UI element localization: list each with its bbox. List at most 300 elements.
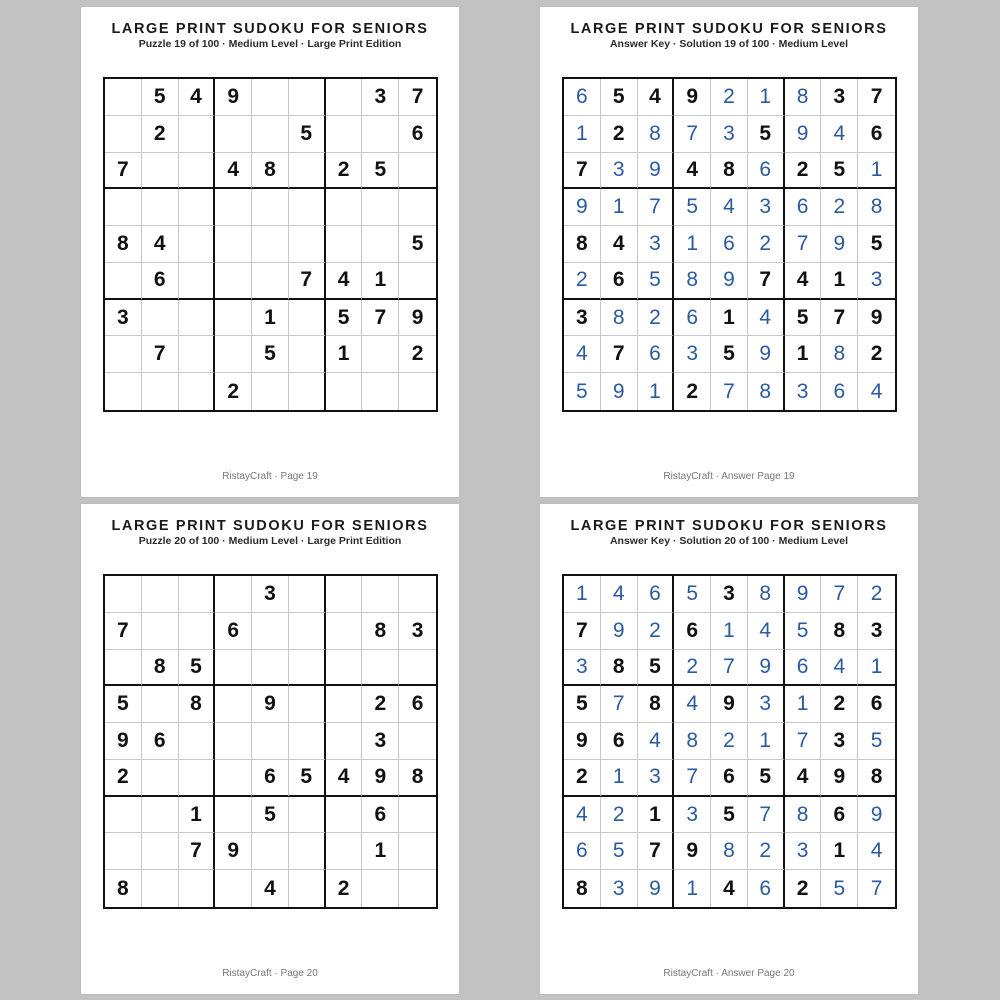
sudoku-cell-r4c5: 9 — [252, 686, 289, 723]
sudoku-cell-r2c7 — [326, 613, 363, 650]
sudoku-cell-r6c6: 5 — [289, 760, 326, 797]
page-footer: RistayCraft · Page 20 — [222, 968, 318, 979]
sudoku-cell-r4c4 — [215, 189, 252, 226]
sudoku-cell-r2c2 — [142, 613, 179, 650]
sudoku-cell-r5c8: 3 — [821, 723, 858, 760]
sudoku-cell-r9c3 — [179, 373, 216, 410]
sudoku-cell-r1c5: 3 — [711, 576, 748, 613]
sudoku-cell-r9c4: 2 — [215, 373, 252, 410]
sudoku-cell-r6c6: 7 — [289, 263, 326, 300]
sudoku-cell-r5c2: 6 — [601, 723, 638, 760]
sudoku-cell-r8c3: 7 — [179, 833, 216, 870]
sudoku-cell-r9c6: 6 — [748, 870, 785, 907]
sudoku-cell-r4c1: 9 — [564, 189, 601, 226]
sudoku-cell-r7c2 — [142, 300, 179, 337]
sudoku-cell-r4c2: 1 — [601, 189, 638, 226]
sudoku-cell-r9c3: 9 — [638, 870, 675, 907]
sudoku-cell-r9c6 — [289, 870, 326, 907]
sudoku-grid — [103, 574, 438, 909]
sudoku-cell-r4c1: 5 — [105, 686, 142, 723]
sudoku-cell-r4c7: 6 — [785, 189, 822, 226]
sudoku-cell-r6c5: 6 — [252, 760, 289, 797]
sudoku-cell-r3c1: 7 — [105, 153, 142, 190]
sudoku-cell-r6c3 — [179, 760, 216, 797]
sudoku-cell-r6c9: 8 — [399, 760, 436, 797]
sudoku-cell-r8c3: 6 — [638, 336, 675, 373]
sudoku-cell-r1c7 — [326, 576, 363, 613]
sudoku-cell-r6c2: 6 — [601, 263, 638, 300]
sudoku-cell-r1c2: 5 — [142, 79, 179, 116]
sudoku-cell-r1c6 — [289, 79, 326, 116]
sudoku-cell-r9c2: 3 — [601, 870, 638, 907]
sudoku-cell-r9c7: 2 — [785, 870, 822, 907]
sudoku-cell-r5c9: 5 — [858, 723, 895, 760]
sudoku-cell-r8c7: 1 — [785, 336, 822, 373]
sudoku-cell-r7c7: 5 — [326, 300, 363, 337]
sudoku-cell-r1c9: 7 — [858, 79, 895, 116]
sudoku-cell-r7c4 — [215, 797, 252, 834]
sudoku-cell-r3c7: 2 — [785, 153, 822, 190]
sudoku-cell-r4c5 — [252, 189, 289, 226]
sudoku-cell-r7c3: 1 — [179, 797, 216, 834]
sudoku-cell-r9c7: 2 — [326, 870, 363, 907]
sudoku-cell-r8c7: 3 — [785, 833, 822, 870]
sudoku-cell-r7c2: 8 — [601, 300, 638, 337]
sudoku-cell-r6c6: 5 — [748, 760, 785, 797]
sudoku-cell-r6c1: 2 — [564, 760, 601, 797]
sudoku-cell-r4c6 — [289, 686, 326, 723]
sudoku-cell-r7c4: 3 — [674, 797, 711, 834]
sudoku-cell-r5c3 — [179, 226, 216, 263]
sudoku-cell-r7c7: 5 — [785, 300, 822, 337]
sudoku-cell-r3c3: 5 — [638, 650, 675, 687]
sudoku-cell-r2c4: 7 — [674, 116, 711, 153]
sudoku-cell-r6c7: 4 — [326, 760, 363, 797]
sudoku-cell-r8c1: 6 — [564, 833, 601, 870]
sudoku-cell-r3c6 — [289, 153, 326, 190]
sudoku-cell-r4c9: 6 — [399, 686, 436, 723]
sudoku-cell-r4c4 — [215, 686, 252, 723]
sudoku-cell-r2c3 — [179, 613, 216, 650]
sudoku-cell-r2c1 — [105, 116, 142, 153]
sudoku-cell-r5c3 — [179, 723, 216, 760]
sudoku-cell-r2c2: 2 — [601, 116, 638, 153]
sudoku-cell-r2c8: 4 — [821, 116, 858, 153]
sudoku-cell-r6c5 — [252, 263, 289, 300]
sudoku-cell-r9c5: 7 — [711, 373, 748, 410]
sudoku-cell-r2c2: 2 — [142, 116, 179, 153]
sudoku-cell-r2c9: 3 — [858, 613, 895, 650]
sudoku-cell-r1c3: 4 — [179, 79, 216, 116]
sudoku-cell-r8c6: 2 — [748, 833, 785, 870]
sudoku-cell-r1c4: 9 — [215, 79, 252, 116]
sudoku-cell-r6c8: 1 — [821, 263, 858, 300]
sudoku-cell-r9c9: 4 — [870, 379, 883, 403]
sudoku-cell-r2c4 — [215, 116, 252, 153]
sudoku-cell-r8c1 — [105, 336, 142, 373]
sudoku-cell-r1c1 — [105, 79, 142, 116]
answer-page-19 — [540, 7, 918, 497]
sudoku-cell-r9c1: 8 — [105, 870, 142, 907]
sudoku-cell-r3c2 — [142, 153, 179, 190]
sudoku-cell-r6c4: 7 — [674, 760, 711, 797]
sudoku-cell-r4c7: 1 — [785, 686, 822, 723]
sudoku-cell-r8c1 — [105, 833, 142, 870]
sudoku-cell-r2c6: 5 — [289, 116, 326, 153]
sudoku-cell-r3c3 — [179, 153, 216, 190]
page-title: LARGE PRINT SUDOKU FOR SENIORS — [570, 518, 888, 534]
sudoku-cell-r3c8 — [362, 650, 399, 687]
sudoku-cell-r6c8: 9 — [821, 760, 858, 797]
sudoku-cell-r5c6 — [289, 723, 326, 760]
sudoku-cell-r5c5 — [252, 723, 289, 760]
page-footer: RistayCraft · Answer Page 19 — [663, 471, 795, 482]
sudoku-cell-r3c4: 2 — [674, 650, 711, 687]
sudoku-cell-r1c9: 7 — [399, 79, 436, 116]
sudoku-cell-r6c4 — [215, 760, 252, 797]
sudoku-cell-r9c5 — [252, 373, 289, 410]
sudoku-cell-r8c9: 2 — [399, 336, 436, 373]
sudoku-cell-r4c6 — [289, 189, 326, 226]
sudoku-cell-r1c6: 1 — [748, 79, 785, 116]
sudoku-cell-r2c3 — [179, 116, 216, 153]
puzzle-page-20 — [81, 504, 459, 994]
sudoku-cell-r1c5 — [252, 79, 289, 116]
sudoku-cell-r7c8: 6 — [821, 797, 858, 834]
sudoku-cell-r1c4: 9 — [674, 79, 711, 116]
sudoku-cell-r1c3: 4 — [638, 79, 675, 116]
sudoku-cell-r3c1 — [105, 650, 142, 687]
sudoku-cell-r6c1: 2 — [564, 263, 601, 300]
sudoku-cell-r6c2 — [142, 760, 179, 797]
sudoku-cell-r4c7 — [326, 189, 363, 226]
sudoku-cell-r3c5 — [252, 650, 289, 687]
sudoku-cell-r5c5: 2 — [711, 723, 748, 760]
sudoku-cell-r6c7: 4 — [785, 263, 822, 300]
sudoku-cell-r7c5: 5 — [252, 797, 289, 834]
sudoku-cell-r5c5 — [252, 226, 289, 263]
sudoku-cell-r1c2: 4 — [601, 576, 638, 613]
sudoku-cell-r7c2 — [142, 797, 179, 834]
sudoku-cell-r4c8: 2 — [362, 686, 399, 723]
page-footer: RistayCraft · Answer Page 20 — [663, 968, 795, 979]
sudoku-cell-r2c8: 8 — [362, 613, 399, 650]
sudoku-cell-r2c7 — [326, 116, 363, 153]
sudoku-cell-r8c7 — [326, 833, 363, 870]
sudoku-cell-r2c6 — [289, 613, 326, 650]
sudoku-cell-r5c7 — [326, 226, 363, 263]
sudoku-cell-r8c6 — [289, 833, 326, 870]
sudoku-cell-r4c1 — [105, 189, 142, 226]
sudoku-cell-r3c5: 8 — [252, 153, 289, 190]
sudoku-cell-r8c9: 4 — [858, 833, 895, 870]
sudoku-cell-r6c8: 1 — [362, 263, 399, 300]
sudoku-cell-r4c2 — [142, 686, 179, 723]
sudoku-cell-r3c1: 3 — [564, 650, 601, 687]
sudoku-cell-r7c4 — [215, 300, 252, 337]
sudoku-cell-r7c6 — [289, 300, 326, 337]
sudoku-cell-r7c9: 9 — [399, 300, 436, 337]
sudoku-cell-r7c8: 6 — [362, 797, 399, 834]
page-footer: RistayCraft · Page 19 — [222, 471, 318, 482]
sudoku-cell-r6c3 — [179, 263, 216, 300]
sudoku-cell-r2c8: 8 — [821, 613, 858, 650]
sudoku-cell-r1c8: 3 — [821, 79, 858, 116]
sudoku-cell-r1c9: 2 — [858, 576, 895, 613]
sudoku-cell-r8c4: 9 — [215, 833, 252, 870]
sudoku-cell-r1c8 — [362, 576, 399, 613]
sudoku-cell-r9c8 — [362, 373, 399, 410]
sudoku-cell-r7c3: 1 — [638, 797, 675, 834]
sudoku-cell-r5c9 — [399, 723, 436, 760]
sudoku-cell-r9c2 — [142, 870, 179, 907]
sudoku-cell-r1c8: 7 — [821, 576, 858, 613]
sudoku-cell-r1c8: 3 — [362, 79, 399, 116]
sudoku-cell-r5c6: 2 — [748, 226, 785, 263]
sudoku-cell-r7c5: 1 — [252, 300, 289, 337]
sudoku-cell-r4c6: 3 — [748, 189, 785, 226]
sudoku-cell-r7c8: 7 — [362, 300, 399, 337]
sudoku-cell-r3c7 — [326, 650, 363, 687]
sudoku-cell-r8c5: 5 — [711, 336, 748, 373]
sudoku-cell-r4c9: 6 — [858, 686, 895, 723]
sudoku-cell-r3c9 — [399, 153, 436, 190]
sudoku-cell-r8c2 — [142, 833, 179, 870]
sudoku-cell-r9c4: 2 — [674, 373, 711, 410]
sudoku-cell-r5c7: 7 — [785, 723, 822, 760]
sudoku-cell-r8c9: 2 — [858, 336, 895, 373]
sudoku-cell-r6c1: 2 — [105, 760, 142, 797]
sudoku-cell-r3c4 — [215, 650, 252, 687]
sudoku-solution-grid — [562, 77, 897, 412]
sudoku-cell-r2c5 — [252, 116, 289, 153]
sudoku-cell-r1c4: 5 — [674, 576, 711, 613]
sudoku-cell-r5c8 — [362, 226, 399, 263]
page-title: LARGE PRINT SUDOKU FOR SENIORS — [111, 21, 429, 37]
sudoku-cell-r6c4: 8 — [674, 263, 711, 300]
sudoku-cell-r4c6: 3 — [748, 686, 785, 723]
sudoku-cell-r2c6: 4 — [748, 613, 785, 650]
sudoku-cell-r1c7: 8 — [785, 79, 822, 116]
sudoku-cell-r5c5: 6 — [711, 226, 748, 263]
sudoku-cell-r1c5: 3 — [252, 576, 289, 613]
sudoku-cell-r4c2 — [142, 189, 179, 226]
sudoku-cell-r3c7: 2 — [326, 153, 363, 190]
sudoku-cell-r7c8: 7 — [821, 300, 858, 337]
sudoku-cell-r3c9: 1 — [858, 650, 895, 687]
sudoku-cell-r4c3: 8 — [638, 686, 675, 723]
sudoku-cell-r5c9: 5 — [399, 226, 436, 263]
sudoku-cell-r2c1: 1 — [564, 116, 601, 153]
sudoku-cell-r4c2: 7 — [601, 686, 638, 723]
sudoku-cell-r6c6: 7 — [748, 263, 785, 300]
sudoku-cell-r1c9 — [399, 576, 436, 613]
sudoku-cell-r3c8: 5 — [362, 153, 399, 190]
page-title: LARGE PRINT SUDOKU FOR SENIORS — [111, 518, 429, 534]
sudoku-cell-r8c5 — [252, 833, 289, 870]
sudoku-cell-r1c7: 9 — [785, 576, 822, 613]
sudoku-cell-r7c9 — [399, 797, 436, 834]
sudoku-cell-r2c9: 6 — [399, 116, 436, 153]
sudoku-cell-r9c8: 6 — [821, 373, 858, 410]
sudoku-cell-r7c1: 4 — [564, 797, 601, 834]
sudoku-cell-r6c9: 3 — [858, 263, 895, 300]
sudoku-cell-r3c3: 9 — [638, 153, 675, 190]
sudoku-cell-r8c6 — [289, 336, 326, 373]
sudoku-cell-r8c5: 5 — [252, 336, 289, 373]
sudoku-cell-r9c4: 1 — [674, 870, 711, 907]
sudoku-cell-r9c8: 5 — [821, 870, 858, 907]
sudoku-cell-r9c4 — [215, 870, 252, 907]
sudoku-cell-r7c1: 3 — [105, 300, 142, 337]
sudoku-cell-r9c7: 3 — [785, 373, 822, 410]
sudoku-cell-r5c8: 9 — [821, 226, 858, 263]
sudoku-cell-r3c4: 4 — [674, 153, 711, 190]
sudoku-cell-r1c6 — [289, 576, 326, 613]
sudoku-cell-r1c2: 5 — [601, 79, 638, 116]
sudoku-cell-r8c5: 8 — [711, 833, 748, 870]
sudoku-cell-r5c6 — [289, 226, 326, 263]
sudoku-cell-r2c8 — [362, 116, 399, 153]
sudoku-cell-r1c3 — [179, 576, 216, 613]
sudoku-cell-r7c2: 2 — [601, 797, 638, 834]
sudoku-cell-r2c3: 2 — [638, 613, 675, 650]
sudoku-cell-r1c2 — [142, 576, 179, 613]
sudoku-cell-r9c2 — [142, 373, 179, 410]
sudoku-cell-r3c3: 5 — [179, 650, 216, 687]
sudoku-cell-r7c6 — [289, 797, 326, 834]
sudoku-cell-r7c3 — [179, 300, 216, 337]
sudoku-cell-r4c8 — [362, 189, 399, 226]
sudoku-cell-r8c4 — [215, 336, 252, 373]
sudoku-cell-r2c4: 6 — [674, 613, 711, 650]
sudoku-cell-r8c9 — [399, 833, 436, 870]
sudoku-cell-r6c9: 8 — [858, 760, 895, 797]
sudoku-cell-r1c1: 6 — [564, 79, 601, 116]
sudoku-cell-r5c4: 1 — [674, 226, 711, 263]
sudoku-cell-r9c9: 7 — [870, 876, 883, 900]
sudoku-cell-r7c5: 1 — [711, 300, 748, 337]
sudoku-cell-r4c9: 8 — [858, 189, 895, 226]
sudoku-cell-r6c4 — [215, 263, 252, 300]
sudoku-cell-r2c6: 5 — [748, 116, 785, 153]
sudoku-cell-r7c6: 4 — [748, 300, 785, 337]
sudoku-cell-r7c9: 9 — [858, 300, 895, 337]
answer-page-20 — [540, 504, 918, 994]
sudoku-cell-r8c8: 1 — [362, 833, 399, 870]
sudoku-cell-r6c3: 5 — [638, 263, 675, 300]
sudoku-cell-r8c4: 3 — [674, 336, 711, 373]
sudoku-cell-r7c6: 7 — [748, 797, 785, 834]
sudoku-cell-r4c5: 4 — [711, 189, 748, 226]
sudoku-cell-r8c2: 7 — [142, 336, 179, 373]
sudoku-cell-r3c8: 4 — [821, 650, 858, 687]
sudoku-cell-r2c5: 1 — [711, 613, 748, 650]
sudoku-cell-r9c3 — [179, 870, 216, 907]
sudoku-cell-r5c3: 4 — [638, 723, 675, 760]
sudoku-cell-r9c5: 4 — [711, 870, 748, 907]
page-subtitle: Puzzle 20 of 100 · Medium Level · Large Print Edition — [138, 535, 402, 547]
sudoku-cell-r2c9: 6 — [858, 116, 895, 153]
sudoku-cell-r3c7: 6 — [785, 650, 822, 687]
sudoku-cell-r9c2: 9 — [601, 373, 638, 410]
sudoku-cell-r6c7: 4 — [326, 263, 363, 300]
sudoku-cell-r2c3: 8 — [638, 116, 675, 153]
page-subtitle: Answer Key · Solution 20 of 100 · Medium Level — [609, 535, 849, 547]
sudoku-cell-r8c1: 4 — [564, 336, 601, 373]
sudoku-cell-r5c2: 6 — [142, 723, 179, 760]
sudoku-cell-r7c7 — [326, 797, 363, 834]
page-subtitle: Puzzle 19 of 100 · Medium Level · Large Print Edition — [138, 38, 402, 50]
sudoku-cell-r6c5: 6 — [711, 760, 748, 797]
sudoku-cell-r2c4: 6 — [215, 613, 252, 650]
sudoku-cell-r7c1: 3 — [564, 300, 601, 337]
sudoku-cell-r2c2: 9 — [601, 613, 638, 650]
sudoku-cell-r9c5: 4 — [252, 870, 289, 907]
sudoku-cell-r9c1 — [105, 373, 142, 410]
sudoku-cell-r3c6: 6 — [748, 153, 785, 190]
sudoku-cell-r8c3: 7 — [638, 833, 675, 870]
sudoku-cell-r3c6: 9 — [748, 650, 785, 687]
sudoku-cell-r9c1: 5 — [564, 373, 601, 410]
sudoku-cell-r8c6: 9 — [748, 336, 785, 373]
sudoku-cell-r2c5 — [252, 613, 289, 650]
sudoku-cell-r9c6: 8 — [748, 373, 785, 410]
sudoku-cell-r5c2: 4 — [142, 226, 179, 263]
sudoku-cell-r6c8: 9 — [362, 760, 399, 797]
sudoku-cell-r2c7: 9 — [785, 116, 822, 153]
page-title: LARGE PRINT SUDOKU FOR SENIORS — [570, 21, 888, 37]
sudoku-cell-r3c2: 8 — [601, 650, 638, 687]
sudoku-cell-r8c4: 9 — [674, 833, 711, 870]
sudoku-cell-r1c6: 8 — [748, 576, 785, 613]
sudoku-cell-r1c1: 1 — [564, 576, 601, 613]
sudoku-cell-r2c1: 7 — [105, 613, 142, 650]
sudoku-cell-r6c2: 6 — [142, 263, 179, 300]
sudoku-cell-r9c6 — [289, 373, 326, 410]
sudoku-cell-r8c7: 1 — [326, 336, 363, 373]
sudoku-cell-r3c2: 8 — [142, 650, 179, 687]
sudoku-cell-r5c2: 4 — [601, 226, 638, 263]
sudoku-cell-r8c3 — [179, 336, 216, 373]
sudoku-cell-r7c4: 6 — [674, 300, 711, 337]
sudoku-cell-r5c9: 5 — [858, 226, 895, 263]
sudoku-cell-r5c7 — [326, 723, 363, 760]
sudoku-cell-r9c7 — [326, 373, 363, 410]
sudoku-cell-r3c5: 8 — [711, 153, 748, 190]
sudoku-cell-r6c5: 9 — [711, 263, 748, 300]
sudoku-cell-r2c5: 3 — [711, 116, 748, 153]
sudoku-cell-r3c9 — [399, 650, 436, 687]
sudoku-cell-r3c8: 5 — [821, 153, 858, 190]
sudoku-cell-r6c9 — [399, 263, 436, 300]
sudoku-cell-r2c1: 7 — [564, 613, 601, 650]
sudoku-cell-r5c3: 3 — [638, 226, 675, 263]
sudoku-cell-r6c7: 4 — [785, 760, 822, 797]
sudoku-cell-r3c9: 1 — [858, 153, 895, 190]
sudoku-cell-r9c3: 1 — [638, 373, 675, 410]
sudoku-cell-r3c4: 4 — [215, 153, 252, 190]
sudoku-cell-r4c8: 2 — [821, 189, 858, 226]
sudoku-cell-r7c1 — [105, 797, 142, 834]
sudoku-cell-r4c3: 8 — [179, 686, 216, 723]
sudoku-cell-r8c2: 5 — [601, 833, 638, 870]
sudoku-cell-r9c9 — [399, 870, 436, 907]
sudoku-cell-r3c2: 3 — [601, 153, 638, 190]
sudoku-cell-r1c4 — [215, 576, 252, 613]
sudoku-cell-r5c6: 1 — [748, 723, 785, 760]
sudoku-cell-r8c8: 1 — [821, 833, 858, 870]
